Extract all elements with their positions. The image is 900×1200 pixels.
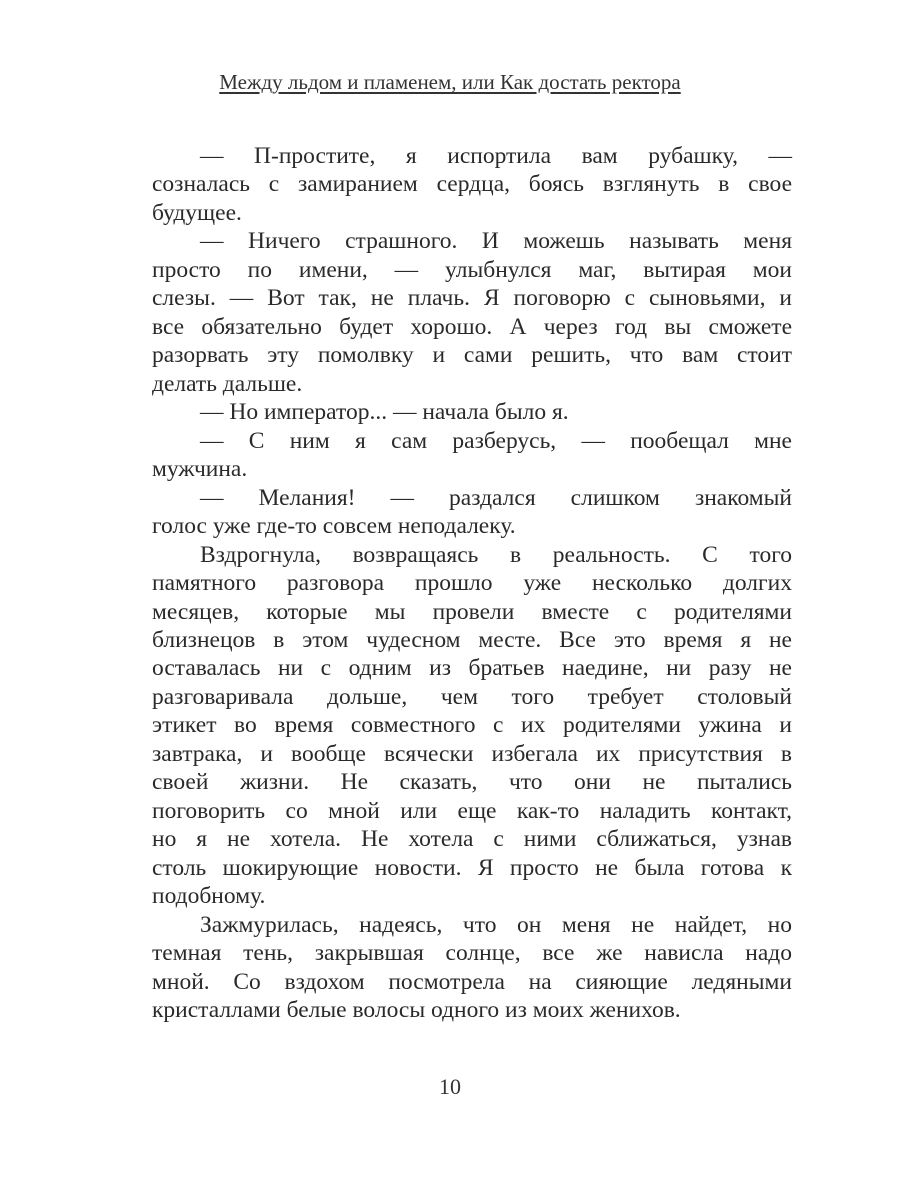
body-text: [152, 142, 792, 1025]
text-line: поговорить со мной или еще как-то наладить контакт,: [152, 797, 792, 824]
text-line: но я не хотела. Не хотела с ними сближаться, узнав: [152, 826, 792, 853]
text-line: — Ничего страшного. И можешь называть меня: [200, 228, 792, 255]
text-line: разговаривала дольше, чем того требует столовый: [152, 683, 792, 710]
text-line: все обязательно будет хорошо. А через год вы сможете: [152, 313, 792, 340]
page-number: 10: [439, 1074, 461, 1099]
paragraph: [152, 398, 792, 426]
text-line: Вздрогнула, возвращаясь в реальность. С того: [200, 541, 792, 568]
text-line: разорвать эту помолвку и сами решить, что вам стоит: [152, 342, 792, 369]
running-head: Между льдом и пламенем, или Как достать ректора: [219, 70, 681, 94]
text-line: — Мелания! — раздался слишком знакомый: [200, 484, 792, 511]
text-line: завтрака, и вообще всячески избегала их присутствия в: [152, 740, 792, 767]
paragraph: [152, 427, 792, 484]
text-line: мной. Со вздохом посмотрела на сияющие ледяными: [152, 968, 792, 995]
text-line: созналась с замиранием сердца, боясь взглянуть в свое: [152, 171, 792, 198]
text-line: оставалась ни с одним из братьев наедине, ни разу не: [152, 655, 792, 682]
paragraph: [152, 484, 792, 541]
text-line: просто по имени, — улыбнулся маг, вытирая мои: [152, 256, 792, 283]
text-line: подобному.: [152, 883, 266, 910]
text-line: — Но император... — начала было я.: [200, 399, 569, 426]
text-line: темная тень, закрывшая солнце, все же нависла надо: [152, 940, 792, 967]
text-line: Зажмурилась, надеясь, что он меня не найдет, но: [200, 911, 792, 938]
text-line: будущее.: [152, 199, 242, 226]
text-line: близнецов в этом чудесном месте. Все это время я не: [152, 626, 792, 653]
paragraph: [152, 541, 792, 911]
text-line: этикет во время совместного с их родителями ужина и: [152, 712, 792, 739]
text-line: столь шокирующие новости. Я просто не была готова к: [152, 854, 792, 881]
text-line: слезы. — Вот так, не плачь. Я поговорю с сыновьями, и: [152, 285, 792, 312]
text-line: — С ним я сам разберусь, — пообещал мне: [200, 427, 792, 454]
text-line: своей жизни. Не сказать, что они не пытались: [152, 769, 792, 796]
text-line: памятного разговора прошло уже несколько долгих: [152, 570, 792, 597]
text-line: мужчина.: [152, 456, 248, 483]
paragraph: [152, 227, 792, 398]
paragraph: [152, 142, 792, 227]
paragraph: [152, 911, 792, 1025]
text-line: кристаллами белые волосы одного из моих женихов.: [152, 997, 681, 1024]
text-line: делать дальше.: [152, 370, 303, 397]
text-line: голос уже где-то совсем неподалеку.: [152, 513, 516, 540]
text-line: месяцев, которые мы провели вместе с родителями: [152, 598, 792, 625]
text-line: — П-простите, я испортила вам рубашку, —: [200, 143, 792, 169]
